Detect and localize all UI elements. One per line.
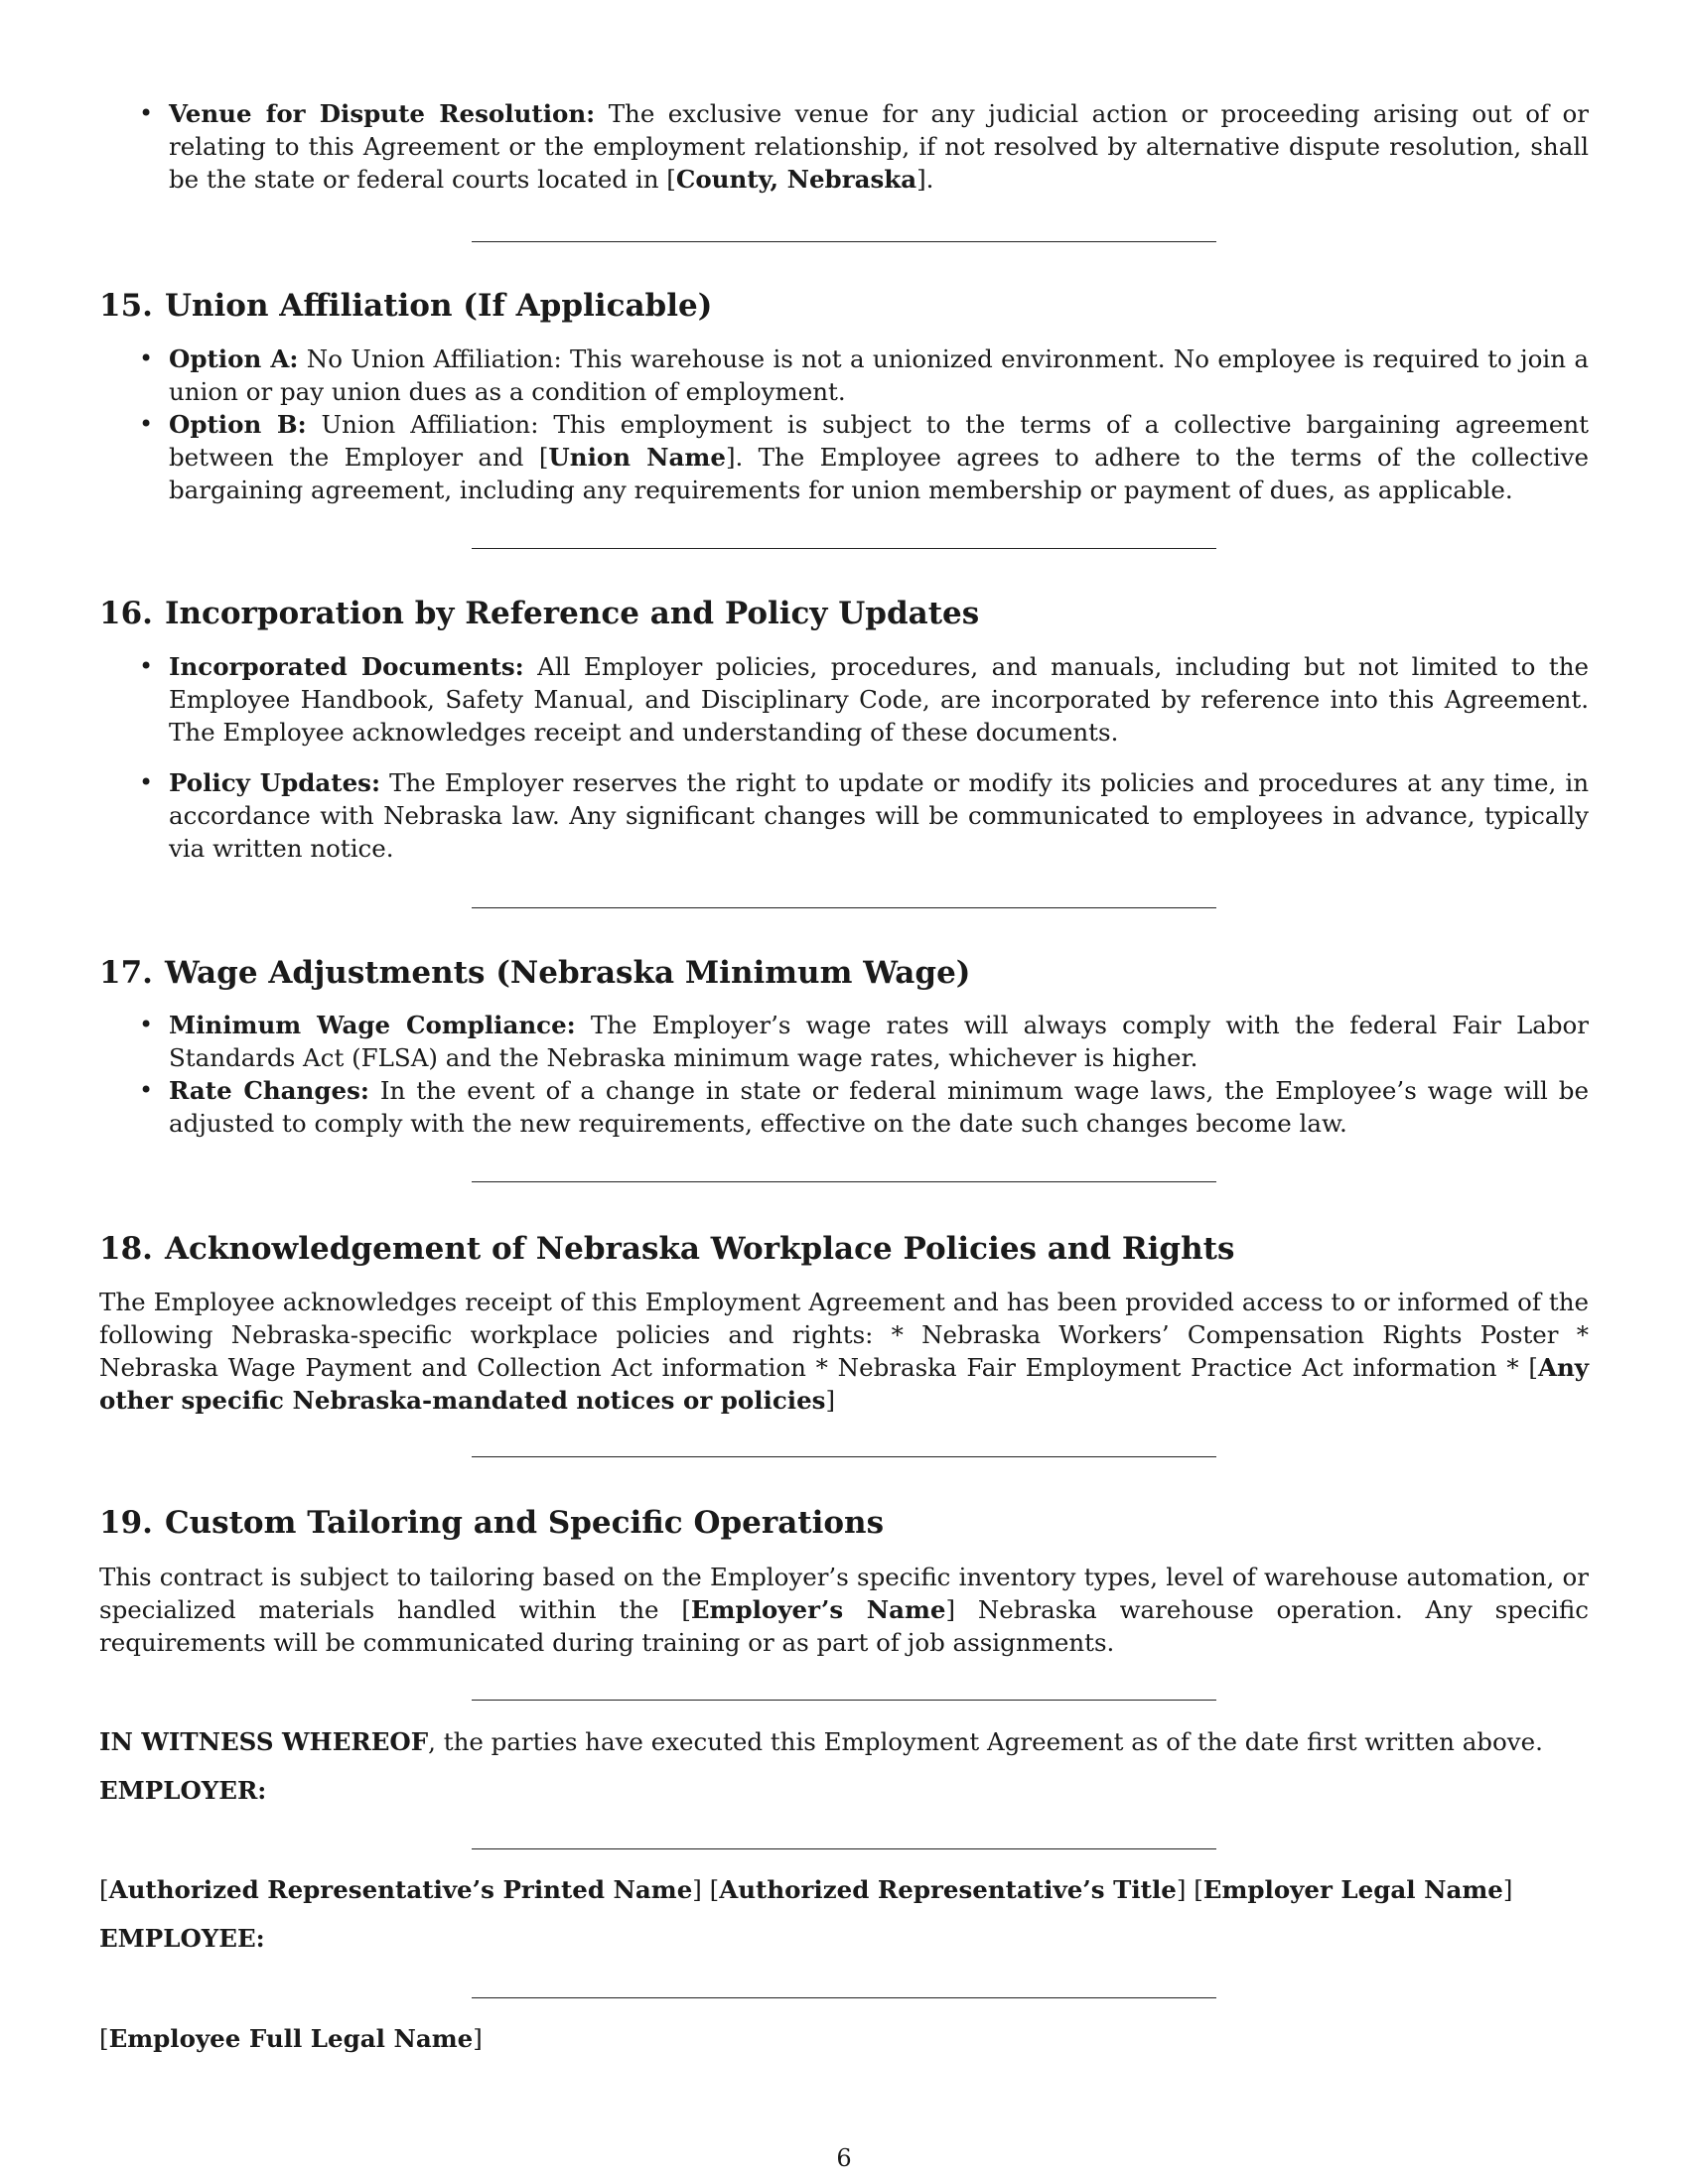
list-item (169, 1074, 1589, 1140)
section-number: 19. (99, 1505, 153, 1541)
section-heading-17 (99, 953, 1589, 993)
section-divider (472, 1456, 1216, 1457)
minimum-wage-label: Minimum Wage Compliance: (169, 1011, 576, 1039)
option-a-text: No Union Affiliation: This warehouse is not a unionized environment. No employee is required to join a union or pay union dues as a condition of employment. (169, 344, 1589, 406)
list-item (169, 650, 1589, 749)
section-title: Custom Tailoring and Specific Operations (164, 1505, 885, 1541)
policy-updates-text: The Employer reserves the right to update or modify its policies and procedures at any time, in accordance with Nebraska law. Any significant changes will be communicated to employees in advance, typically via written notice. (169, 768, 1589, 863)
venue-placeholder: County, Nebraska (675, 165, 917, 194)
section-divider (472, 1181, 1216, 1182)
section-number: 17. (99, 955, 153, 991)
section-title: Union Affiliation (If Applicable) (164, 288, 713, 324)
employer-label: EMPLOYER: (99, 1776, 267, 1805)
acknowledgement-end: ] (825, 1386, 836, 1415)
employer-signature-line[interactable] (472, 1848, 1216, 1849)
list-item (169, 1009, 1589, 1074)
acknowledgement-text: The Employee acknowledges receipt of this Employment Agreement and has been provided access to or informed of the following Nebraska-specific workplace policies and rights: * Nebraska Workers’ Compensation Rights Poster * Nebraska Wage Payment and Collection Act information * Nebraska Fair Employment Practice Act information * [ (99, 1288, 1589, 1382)
other-notices-placeholder: Any other specific Nebraska-mandated notices or policies (99, 1353, 1589, 1415)
section-heading-15 (99, 286, 1589, 326)
section-15-body (99, 342, 1589, 506)
minimum-wage-text: The Employer’s wage rates will always comply with the federal Fair Labor Standards Act (FLSA) and the Nebraska minimum wage rates, whichever is higher. (169, 1011, 1589, 1072)
list-item (169, 97, 1589, 196)
section-divider (472, 907, 1216, 908)
witness-statement (99, 1725, 1589, 1758)
section-heading-19 (99, 1503, 1589, 1543)
section-number: 18. (99, 1231, 153, 1267)
rate-changes-label: Rate Changes: (169, 1076, 369, 1105)
tailoring-text: This contract is subject to tailoring based on the Employer’s specific inventory types, level of warehouse automation, or specialized materials handled within the [ (99, 1563, 1589, 1624)
incorporated-documents-label: Incorporated Documents: (169, 652, 524, 681)
section-19-body (99, 1561, 1589, 1659)
section-title: Acknowledgement of Nebraska Workplace Policies and Rights (164, 1231, 1235, 1267)
option-b-text-end: ]. The Employee agrees to adhere to the terms of the collective bargaining agreement, including any requirements for union membership or payment of dues, as applicable. (169, 443, 1589, 504)
section-divider (472, 548, 1216, 549)
list-item (169, 408, 1589, 506)
policy-updates-label: Policy Updates: (169, 768, 380, 797)
witness-lead: IN WITNESS WHEREOF (99, 1727, 429, 1756)
section-17-body (99, 1009, 1589, 1140)
union-name-placeholder: Union Name (548, 443, 726, 472)
employer-heading (99, 1774, 1589, 1807)
employer-legal-name-placeholder: Employer Legal Name (1202, 1875, 1503, 1904)
rep-title-placeholder: Authorized Representative’s Title (719, 1875, 1177, 1904)
list-item (169, 342, 1589, 408)
incorporated-documents-text: All Employer policies, procedures, and manuals, including but not limited to the Employee Handbook, Safety Manual, and Disciplinary Code, are incorporated by reference into this Agreement. The Employee acknowledges receipt and understanding of these documents. (169, 652, 1589, 747)
employer-name-placeholder: Employer’s Name (690, 1595, 946, 1624)
section-heading-18 (99, 1229, 1589, 1269)
employee-heading (99, 1922, 1589, 1955)
employee-name-placeholder: Employee Full Legal Name (108, 2024, 474, 2053)
option-b-text: Union Affiliation: This employment is subject to the terms of a collective bargaining agreement between the Employer and [ (169, 410, 1589, 472)
employer-signature-block: [Authorized Representative’s Printed Name] [Authorized Representative’s Title] [Employer Legal Name] (99, 1875, 1513, 1904)
witness-text: , the parties have executed this Employment Agreement as of the date first written above. (428, 1727, 1543, 1756)
venue-text: The exclusive venue for any judicial action or proceeding arising out of or relating to this Agreement or the employment relationship, if not resolved by alternative dispute resolution, shall be the state or federal courts located in [ (169, 99, 1589, 194)
page-number: 6 (836, 2144, 852, 2172)
employee-signature-line[interactable] (472, 1997, 1216, 1998)
section-number: 16. (99, 596, 153, 631)
rep-name-placeholder: Authorized Representative’s Printed Name (108, 1875, 693, 1904)
option-a-label: Option A: (169, 344, 299, 373)
rate-changes-text: In the event of a change in state or federal minimum wage laws, the Employee’s wage will be adjusted to comply with the new requirements, effective on the date such changes become law. (169, 1076, 1589, 1138)
list-item (169, 766, 1589, 865)
employee-label: EMPLOYEE: (99, 1924, 265, 1953)
option-b-label: Option B: (169, 410, 307, 439)
venue-label: Venue for Dispute Resolution: (169, 99, 596, 128)
tailoring-text-end: ] Nebraska warehouse operation. Any specific requirements will be communicated during training or as part of job assignments. (99, 1595, 1589, 1657)
venue-end: ]. (916, 165, 934, 194)
section-heading-16 (99, 594, 1589, 633)
section-18-body (99, 1286, 1589, 1417)
section-title: Incorporation by Reference and Policy Updates (164, 596, 980, 631)
venue-section (99, 97, 1589, 196)
section-number: 15. (99, 288, 153, 324)
section-divider (472, 1700, 1216, 1701)
section-title: Wage Adjustments (Nebraska Minimum Wage) (164, 955, 971, 991)
section-16-body (99, 650, 1589, 865)
employee-signature-block: [Employee Full Legal Name] (99, 2024, 483, 2053)
section-divider (472, 241, 1216, 242)
